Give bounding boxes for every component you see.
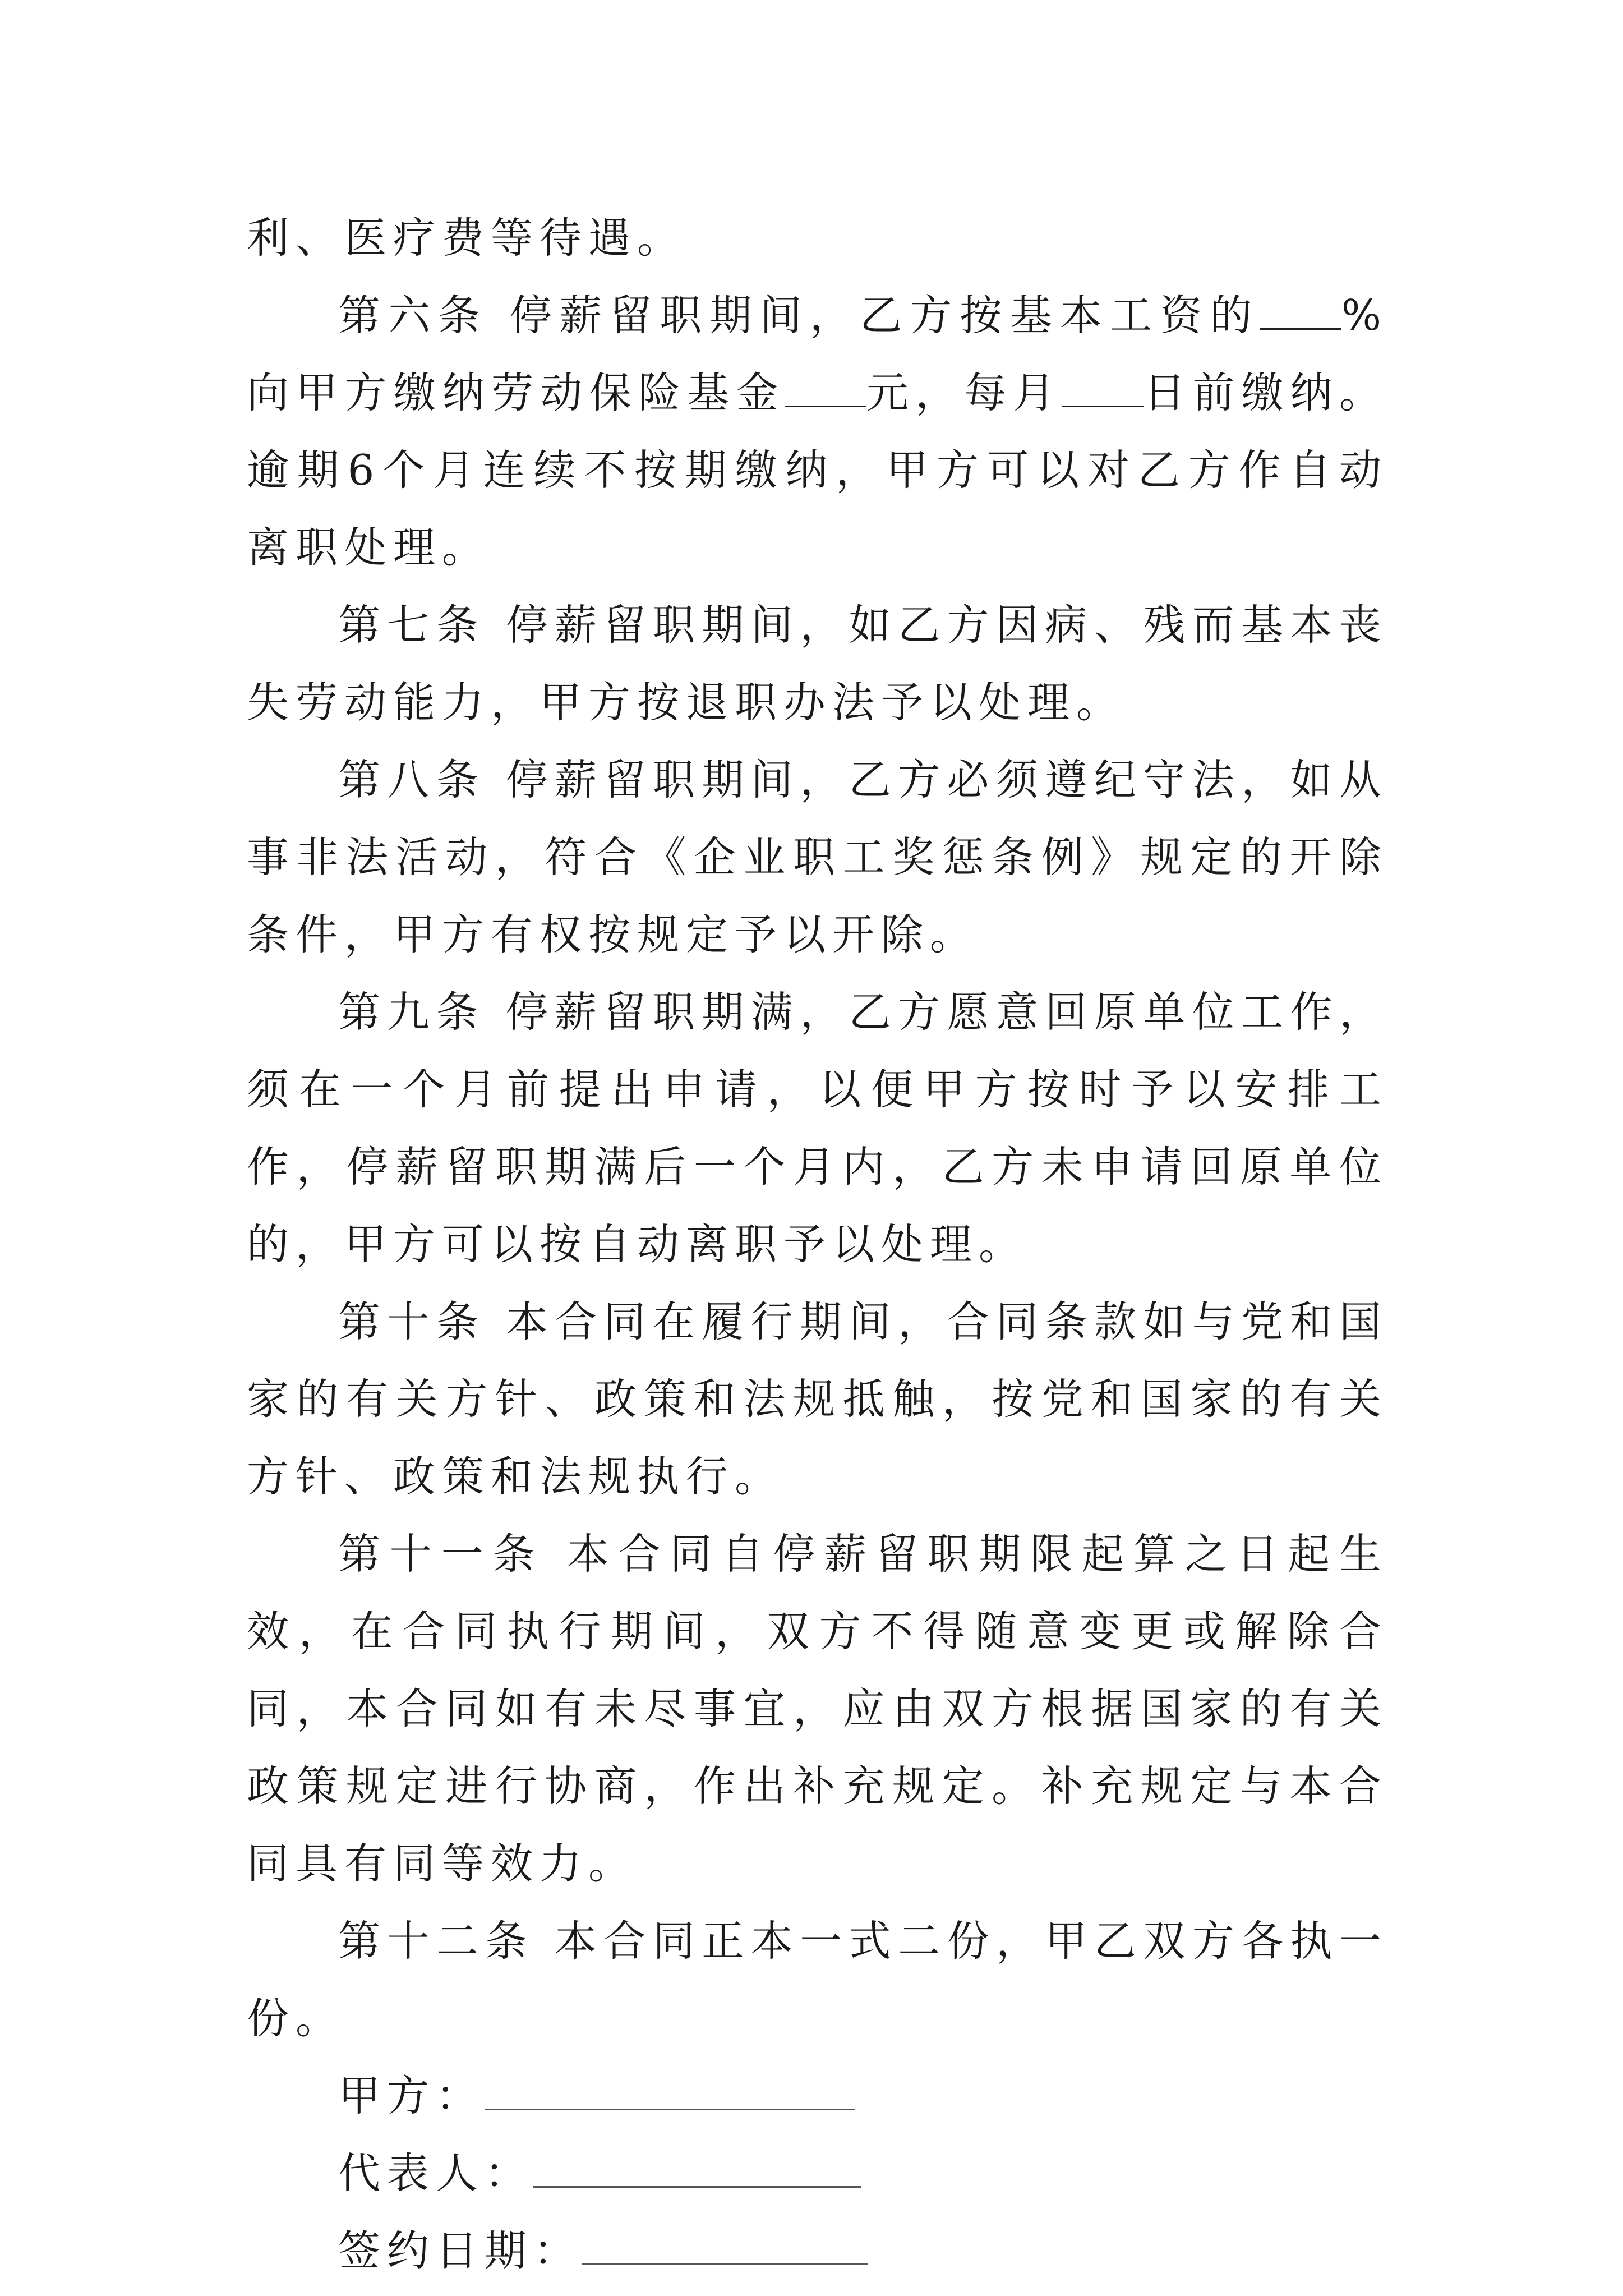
signature-representative-label: 代表人： <box>338 2148 534 2198</box>
signature-date-line[interactable] <box>582 2230 868 2265</box>
signature-date-label: 签约日期： <box>338 2226 583 2275</box>
blank-day[interactable] <box>1062 372 1144 407</box>
article-10: 第十条 本合同在履行期间，合同条款如与党和国家的有关方针、政策和法规抵触，按党和国家的有关方针、政策和法规执行。 <box>247 1297 1388 1501</box>
signature-representative <box>247 2134 1388 2212</box>
article-6-text-b: %向甲方缴纳劳动保险基金 <box>247 291 1388 417</box>
article-6-text-a: 第六条 停薪留职期间，乙方按基本工资的 <box>338 291 1260 340</box>
article-6 <box>247 277 1388 586</box>
blank-percentage[interactable] <box>1260 295 1341 330</box>
article-11: 第十一条 本合同自停薪留职期限起算之日起生效，在合同执行期间，双方不得随意变更或解除合同，本合同如有未尽事宜，应由双方根据国家的有关政策规定进行协商，作出补充规定。补充规定与本合同具有同等效力。 <box>247 1529 1388 1888</box>
signature-party-a-label: 甲方： <box>338 2071 485 2120</box>
blank-amount[interactable] <box>785 372 866 407</box>
article-6-text-c: 元，每月 <box>866 368 1062 417</box>
article-6-text-d: 日前缴纳。逾期6个月连续不按期缴纳，甲方可以对乙方作自动离职处理。 <box>247 368 1388 572</box>
signature-party-a <box>247 2057 1388 2134</box>
signature-party-a-line[interactable] <box>485 2075 855 2110</box>
article-7: 第七条 停薪留职期间，如乙方因病、残而基本丧失劳动能力，甲方按退职办法予以处理。 <box>247 600 1388 727</box>
signature-representative-line[interactable] <box>533 2152 861 2188</box>
article-8: 第八条 停薪留职期间，乙方必须遵纪守法，如从事非法活动，符合《企业职工奖惩条例》规定的开除条件，甲方有权按规定予以开除。 <box>247 755 1388 959</box>
signature-date <box>247 2212 1388 2289</box>
article-9: 第九条 停薪留职期满，乙方愿意回原单位工作，须在一个月前提出申请，以便甲方按时予以安排工作，停薪留职期满后一个月内，乙方未申请回原单位的，甲方可以按自动离职予以处理。 <box>247 987 1388 1269</box>
paragraph-continuation: 利、医疗费等待遇。 <box>247 213 686 263</box>
contract-body <box>247 199 1388 2289</box>
article-12: 第十二条 本合同正本一式二份，甲乙双方各执一份。 <box>247 1916 1388 2043</box>
